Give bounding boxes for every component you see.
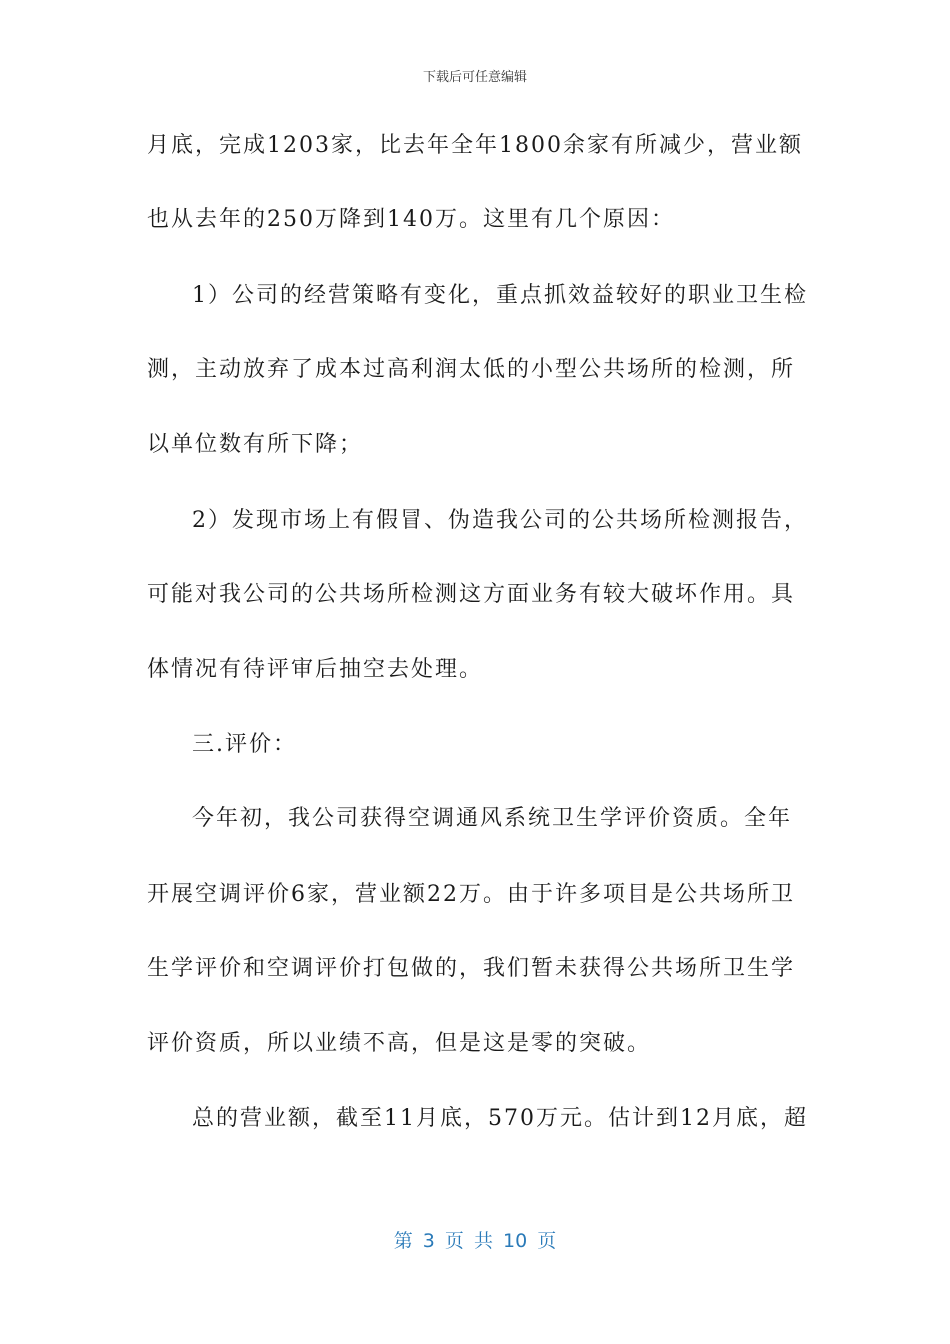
- body-line-12: 生学评价和空调评价打包做的，我们暂未获得公共场所卫生学: [147, 956, 796, 981]
- page-number-footer: 第 3 页 共 10 页: [393, 1230, 557, 1252]
- body-line-14: 总的营业额，截至11月底，570万元。估计到12月底，超: [192, 1106, 808, 1131]
- body-line-13: 评价资质，所以业绩不高，但是这是零的突破。: [147, 1031, 652, 1056]
- body-line-4: 测，主动放弃了成本过高利润太低的小型公共场所的检测，所: [147, 357, 796, 382]
- body-line-2: 也从去年的250万降到140万。这里有几个原因：: [147, 207, 675, 232]
- body-line-8: 体情况有待评审后抽空去处理。: [147, 657, 484, 682]
- body-line-5: 以单位数有所下降；: [147, 432, 364, 457]
- page-header-note: 下载后可任意编辑: [422, 70, 527, 85]
- body-line-11: 开展空调评价6家，营业额22万。由于许多项目是公共场所卫: [147, 882, 795, 907]
- section-heading-evaluation: 三.评价：: [192, 732, 297, 757]
- body-line-6: 2）发现市场上有假冒、伪造我公司的公共场所检测报告，: [192, 508, 808, 533]
- body-line-7: 可能对我公司的公共场所检测这方面业务有较大破坏作用。具: [147, 582, 796, 607]
- body-line-1: 月底，完成1203家，比去年全年1800余家有所减少，营业额: [147, 133, 803, 158]
- body-line-10: 今年初，我公司获得空调通风系统卫生学评价资质。全年: [192, 806, 793, 831]
- body-line-3: 1）公司的经营策略有变化，重点抓效益较好的职业卫生检: [192, 283, 808, 308]
